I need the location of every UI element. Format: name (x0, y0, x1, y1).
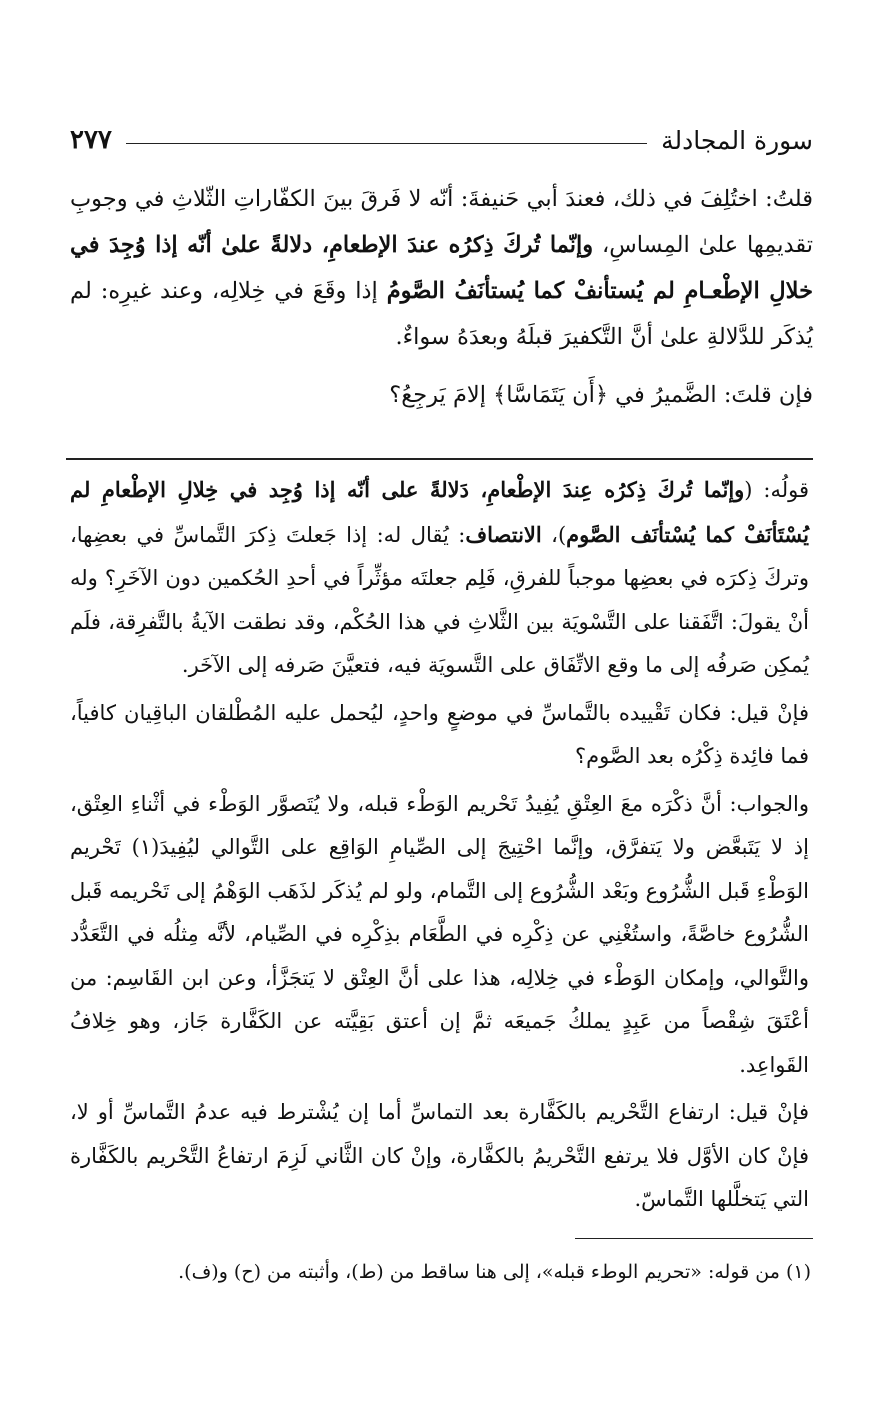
commentary-paragraph-4: فإنْ قيل: ارتفاع التَّحْريم بالكَفَّارة بعد التماسِّ أما إن يُشْترط فيه عدمُ التَّماسِّ أو لا، فإنْ كان الأوَّل فلا يرتفع التَّحْريمُ بالكفَّارة، وإنْ كان الثَّاني لَزِمَ ارتفاعُ التَّحْريم بالكَفَّارة التي يَتخلَّلها التَّماسّ. (70, 1100, 809, 1211)
footnote: (١) من قوله: «تحريم الوطء قبله»، إلى هنا ساقط من (ط)، وأثبته من (ح) و(ف). (178, 1261, 811, 1283)
quoted-phrase: وإنّما تُركَ ذِكرُه عِندَ الإطْعامِ، دَلالةً على أنّه إذا وُجِد في خِلالِ الإطْعامِ لم يُسْتَأنَفْ كما يُسْتأنَف الصَّوم (70, 477, 809, 547)
main-paragraph-2: فإن قلتَ: الضَّميرُ في ﴿أَن يَتَمَاسَّا﴾ إلامَ يَرجِعُ؟ (389, 382, 813, 408)
header-rule (126, 143, 647, 144)
bold-phrase: وإنّما تُركَ ذِكرُه عندَ الإطعامِ، دلالةً علىٰ أنّه إذا وُجِدَ في خلالِ الإطْعـامِ لم يُستأنفْ كما يُستأنَفُ الصَّومُ (70, 232, 813, 304)
source-label: الانتصاف (465, 521, 542, 547)
page-body (70, 118, 813, 418)
commentary-divider (66, 458, 813, 460)
surah-title: سورة المجادلة (661, 125, 813, 155)
main-paragraph-1: قلتُ: اختُلِفَ في ذلك، فعندَ أبي حَنيفةَ: أنّه لا فَرقَ بينَ الكفّاراتِ الثّلاثِ في وجوبِ تقديمِها علىٰ المِساسِ، وإنّما تُركَ ذِكرُه عندَ الإطعامِ، دلالةً علىٰ أنّه إذا وُجِدَ في خلالِ الإطْعـامِ لم يُستأنفْ كما يُستأنَفُ الصَّومُ إذا وقَعَ في خِلالِه، وعند غيرِه: لم يُذكَر للدَّلالةِ علىٰ أنَّ التَّكفيرَ قبلَهُ وبعدَهُ سواءٌ. (70, 186, 813, 350)
page-number: ٢٧٧ (70, 125, 112, 155)
commentary-paragraph-1: قولُه: (وإنّما تُركَ ذِكرُه عِندَ الإطْعامِ، دَلالةً على أنّه إذا وُجِد في خِلالِ الإطْعامِ لم يُسْتَأنَفْ كما يُسْتأنَف الصَّوم)، الانتصاف: يُقال له: إذا جَعلتَ ذِكرَ التَّماسِّ في بعضِها، وتركَ ذِكرَه في بعضِها موجباً للفرقِ، فَلِم جعلتَه مؤثِّراً في أحدِ الحُكمين دون الآخَرِ؟ وله أنْ يقولَ: اتَّفَقنا على التَّسْويَة بين الثَّلاثِ في هذا الحُكْم، وقد نطقت الآيةُ بالتَّفرِقة، فلَم يُمكِن صَرفُه إلى ما وقع الاتِّفَاق على التَّسويَة فيه، فتعيَّنَ صَرفه إلى الآخَر. (70, 477, 809, 677)
footnote-rule (575, 1238, 813, 1239)
commentary-text (70, 468, 809, 1226)
running-header (70, 118, 813, 162)
main-text (70, 176, 813, 418)
commentary-paragraph-2: فإنْ قيل: فكان تَقْييده بالتَّماسِّ في موضعٍ واحدٍ، ليُحمل عليه المُطْلقان الباقِيان كافياً، فما فائِدة ذِكْرُه بعد الصَّوم؟ (70, 700, 809, 768)
commentary-paragraph-3: والجواب: أنَّ ذكْرَه معَ العِتْقِ يُفِيدُ تَحْريم الوَطْء قبله، ولا يُتَصوَّر الوَطْء في أثْناءِ العِتْق، إذ لا يَتَبعَّض ولا يَتفرَّق، وإنَّما احْتِيجَ إلى الصِّيامِ الوَاقِع على التَّوالي ليُفِيدَ(١) تَحْريم الوَطْءِ قَبل الشُّرُوع وبَعْد الشُّرُوع إلى التَّمام، ولو لم يُذكَر لذَهَب الوَهْمُ إلى تَحْريمه قَبل الشُّرُوع خاصَّةً، واستُغْنِي عن ذِكْرِه في الطَّعَام بذِكْرِه في الصِّيام، لأنَّه مِثلُه في التَّعَدُّد والتَّوالي، وإمكان الوَطْء في خِلالِه، هذا على أنَّ العِتْق لا يَتجَزَّأ، وعن ابن القَاسِم: من أعْتَقَ شِقْصاً من عَبِدٍ يملكُ جَميعَه ثمَّ إن أعتق بَقِيَّته عن الكَفَّارة جَاز، وهو خِلافُ القَواعِد. (70, 791, 809, 1077)
